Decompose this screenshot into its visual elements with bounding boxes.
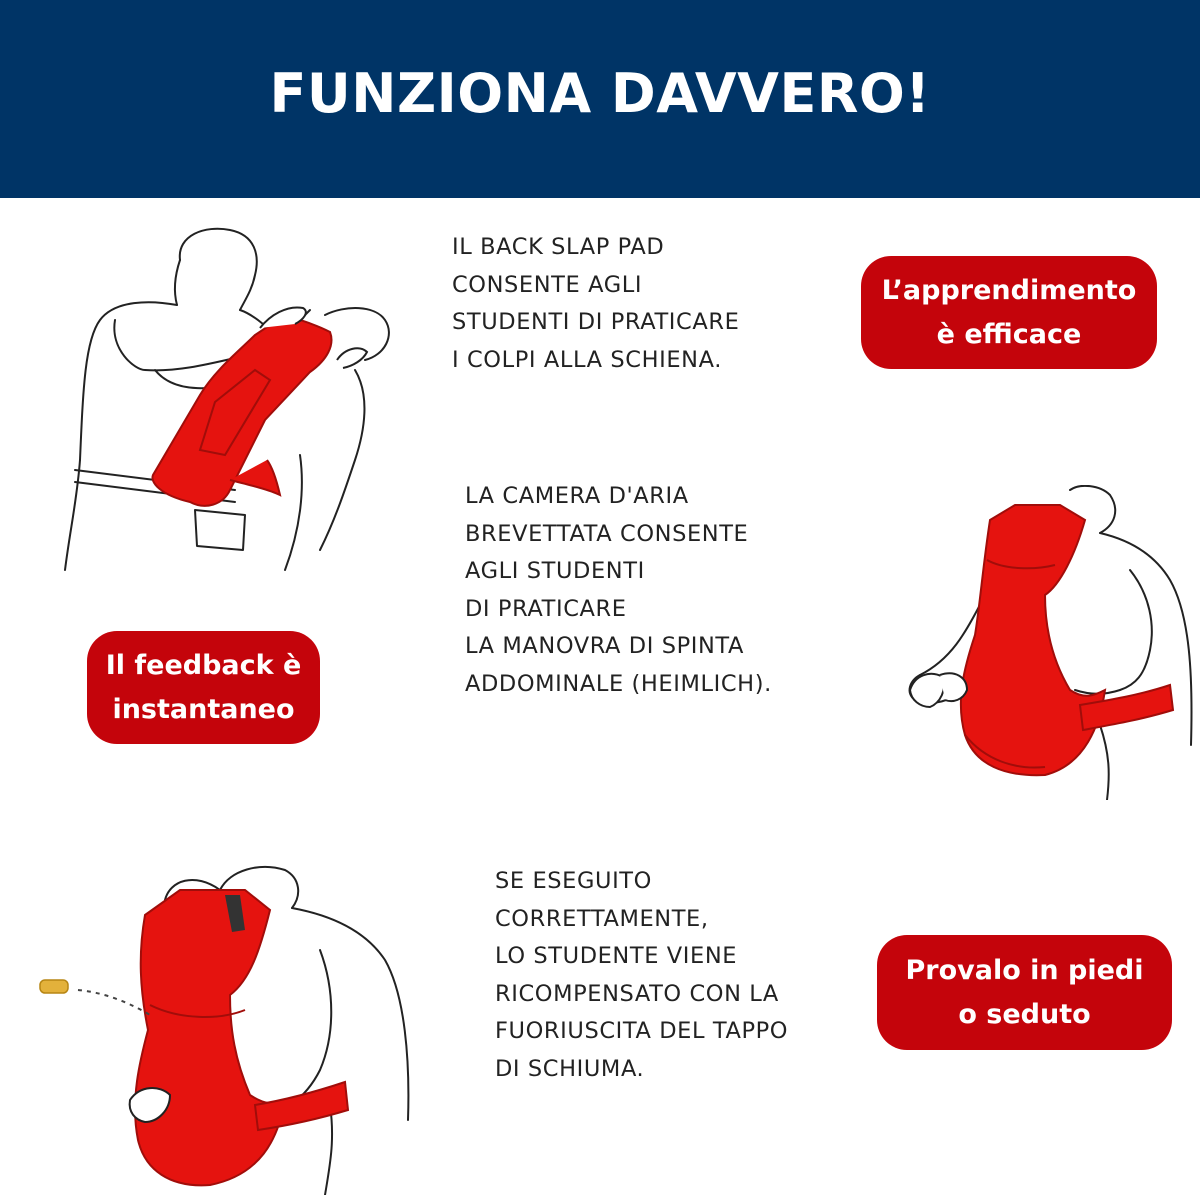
header-banner (0, 0, 1200, 198)
instant-feedback-badge (87, 631, 320, 744)
section-1-description (452, 229, 739, 379)
description-line: LA CAMERA D'ARIA (465, 483, 689, 509)
description-line: BREVETTATA CONSENTE (465, 520, 749, 547)
description-line: IL BACK SLAP PAD (452, 234, 665, 260)
description-line: DI SCHIUMA. (495, 1055, 645, 1082)
description-line: RICOMPENSATO CON LA (495, 980, 779, 1007)
badge-line: è efficace (936, 318, 1082, 350)
abdominal-thrust-illustration (895, 485, 1195, 800)
description-line: STUDENTI DI PRATICARE (452, 309, 740, 335)
description-line: FUORIUSCITA DEL TAPPO (495, 1018, 789, 1044)
stand-or-sit-badge (877, 935, 1172, 1050)
description-line: AGLI STUDENTI (465, 558, 645, 584)
description-line: CONSENTE AGLI (452, 271, 643, 298)
description-line: SE ESEGUITO (495, 868, 652, 894)
section-3-description (495, 863, 788, 1088)
back-slap-illustration (55, 220, 415, 575)
description-line: DI PRATICARE (465, 595, 627, 622)
badge-line: L’apprendimento (881, 274, 1137, 306)
section-2-description (465, 478, 772, 703)
description-line: CORRETTAMENTE, (495, 905, 709, 932)
badge-line: o seduto (958, 998, 1091, 1030)
description-line: ADDOMINALE (HEIMLICH). (465, 670, 772, 697)
foam-plug-illustration (30, 860, 430, 1195)
page-title: FUNZIONA DAVVERO! (269, 62, 931, 125)
description-line: I COLPI ALLA SCHIENA. (452, 346, 722, 373)
badge-line: Provalo in piedi (905, 954, 1144, 986)
badge-line: Il feedback è (105, 649, 302, 681)
description-line: LA MANOVRA DI SPINTA (465, 633, 745, 659)
description-line: LO STUDENTE VIENE (495, 943, 738, 969)
effective-learning-badge (861, 256, 1157, 369)
badge-line: instantaneo (112, 693, 295, 725)
